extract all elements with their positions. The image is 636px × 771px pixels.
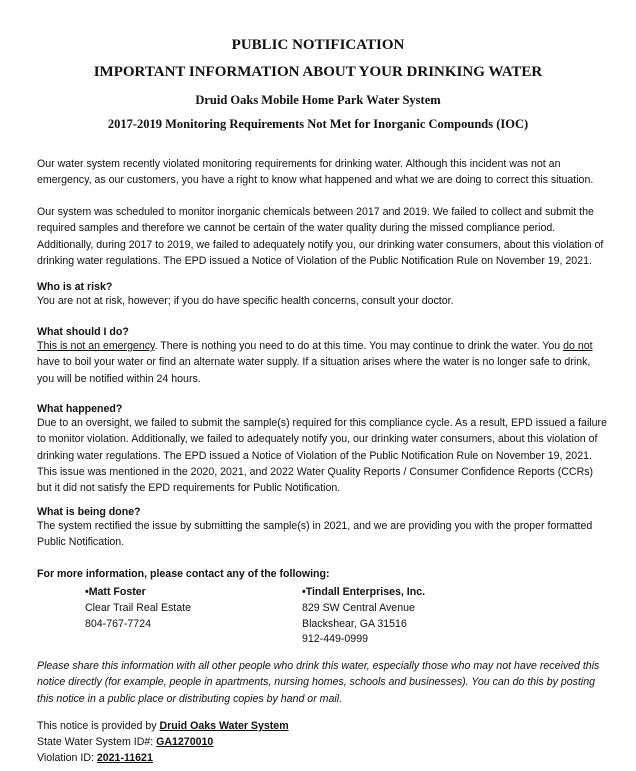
do-not-text: do not xyxy=(563,340,593,352)
violation-id-label: Violation ID: xyxy=(37,751,97,764)
share-notice: Please share this information with all other people who drink this water, especially those who may not have received this notice directly (for example, people in apartments, nursing homes, schools and businesses). You can do this by posting this notice in a public place or distributing copies by hand or mail. xyxy=(37,660,600,705)
intro-paragraph-1: Our water system recently violated monitoring requirements for drinking water. Although this incident was not an emergency, as our customers, you have a right to know what happened and what we are doing to correct this situation. xyxy=(37,158,594,187)
contact-phone: 912-449-0999 xyxy=(302,633,368,646)
contact-name: •Matt Foster xyxy=(85,586,146,598)
contact-matt-foster xyxy=(85,585,191,632)
risk-heading: Who is at risk? xyxy=(37,281,113,293)
contact-name: •Tindall Enterprises, Inc. xyxy=(302,586,426,598)
todo-text-b: have to boil your water or find an alternate water supply. If a situation arises where the water is no longer safe to drink, you will be notified within 24 hours. xyxy=(37,356,591,385)
happened-text: Due to an oversight, we failed to submit the sample(s) required for this compliance cycle. As a result, EPD issued a failure to monitor violation. Additionally, we failed to adequately notify you, our drinking water consumers, about this violation of drinking water regulations. The EPD issued a Notice of Violation of the Public Notification Rule on November 19, 2021. This issue was mentioned in the 2020, 2021, and 2022 Water Quality Reports / Consumer Confidence Reports (CCRs) but it did not satisfy the EPD requirements for Public Notification. xyxy=(37,417,607,495)
contact-org: Clear Trail Real Estate xyxy=(85,601,191,614)
contact-tindall xyxy=(302,585,425,648)
system-id-value: GA1270010 xyxy=(156,735,214,748)
todo-heading: What should I do? xyxy=(37,326,129,338)
provided-label: This notice is provided by xyxy=(37,720,160,732)
happened-heading: What happened? xyxy=(37,403,123,415)
footer xyxy=(37,719,289,766)
system-id-label: State Water System ID#: xyxy=(37,735,157,748)
provided-value: Druid Oaks Water System xyxy=(159,720,289,732)
done-heading: What is being done? xyxy=(37,506,141,518)
intro-paragraph-2: Our system was scheduled to monitor inorganic chemicals between 2017 and 2019. We failed to collect and submit the required samples and therefore we cannot be certain of the water quality during the missed compliance period. Additionally, during 2017 to 2019, we failed to adequately notify you, our drinking water consumers, about this violation of drinking water regulations. The EPD issued a Notice of Violation of the Public Notification Rule on November 19, 2021. xyxy=(37,206,604,267)
todo-text xyxy=(37,338,607,387)
page-subtitle: IMPORTANT INFORMATION ABOUT YOUR DRINKING WATER xyxy=(93,64,543,80)
contact-city: Blackshear, GA 31516 xyxy=(302,617,407,630)
violation-title: 2017-2019 Monitoring Requirements Not Met for Inorganic Compounds (IOC) xyxy=(107,117,529,131)
page-title: PUBLIC NOTIFICATION xyxy=(231,37,405,53)
system-id-line xyxy=(37,735,289,751)
not-emergency-text: This is not an emergency xyxy=(37,340,155,352)
violation-id-value: 2021-11621 xyxy=(96,751,153,764)
violation-id-line xyxy=(37,751,289,767)
contact-phone: 804-767-7724 xyxy=(85,617,151,630)
done-text: The system rectified the issue by submitting the sample(s) in 2021, and we are providing you with the proper formatted Public Notification. xyxy=(37,520,593,549)
contacts-heading: For more information, please contact any of the following: xyxy=(37,568,330,580)
contact-address: 829 SW Central Avenue xyxy=(302,601,415,614)
risk-text: You are not at risk, however; if you do have specific health concerns, consult your doctor. xyxy=(37,295,454,307)
provided-by-line xyxy=(37,719,289,735)
system-name: Druid Oaks Mobile Home Park Water System xyxy=(195,93,441,107)
todo-text-a: . There is nothing you need to do at this time. You may continue to drink the water. You xyxy=(154,340,564,352)
